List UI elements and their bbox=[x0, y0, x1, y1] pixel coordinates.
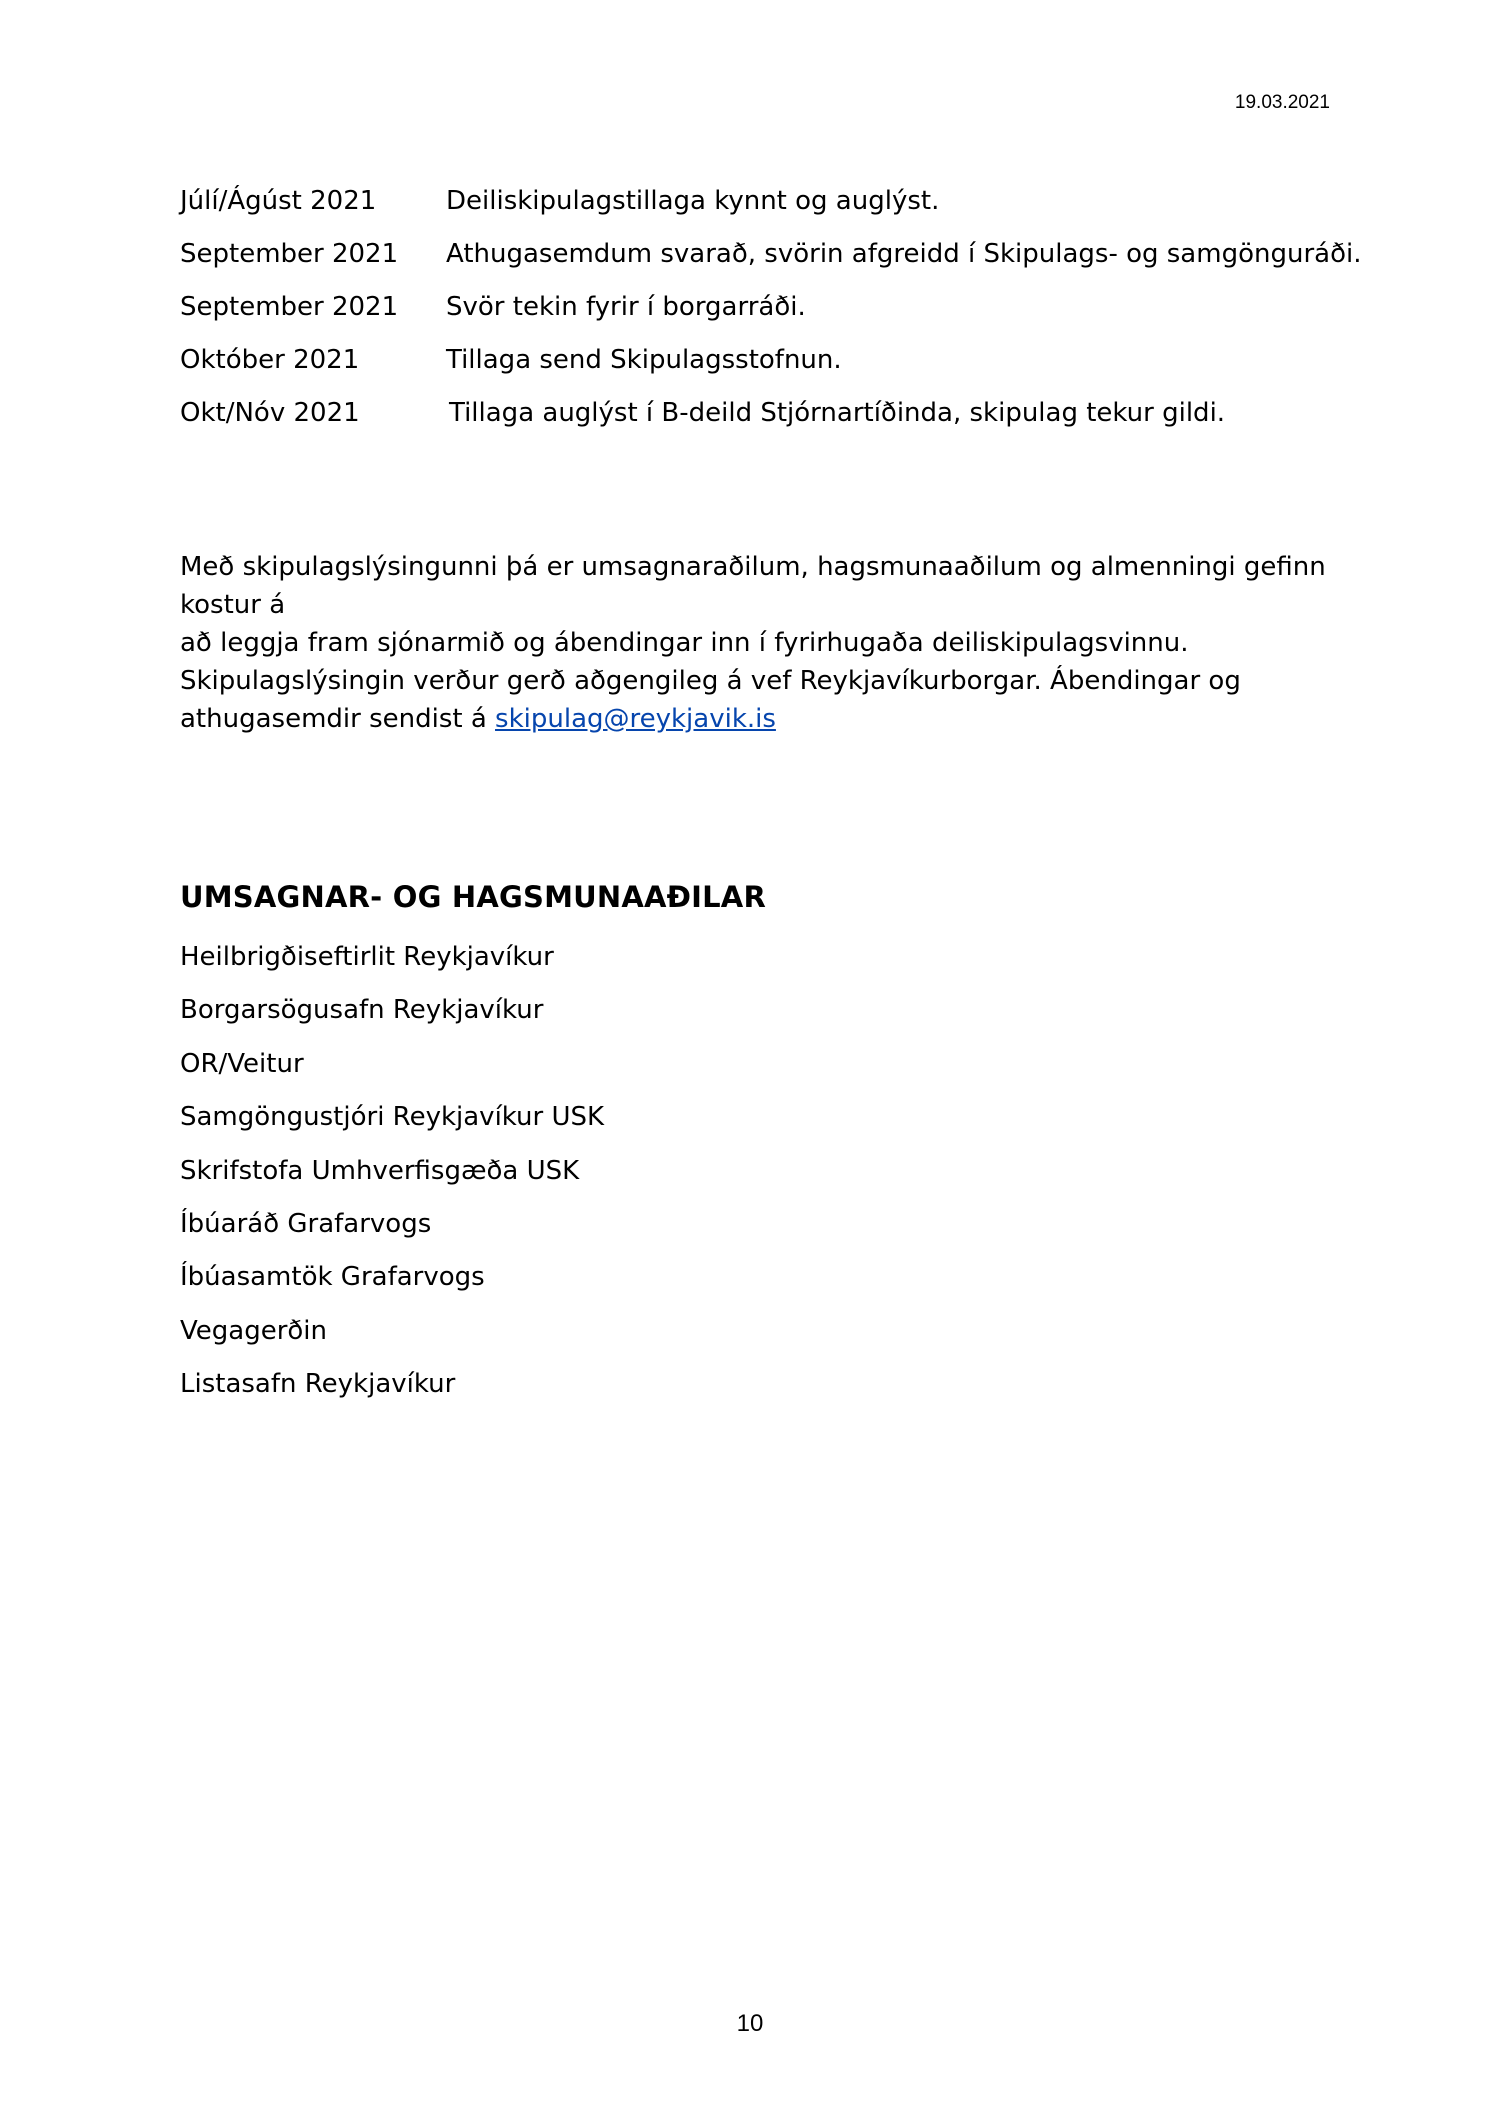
schedule-period: Okt/Nóv 2021 bbox=[180, 397, 360, 428]
schedule-step: Tillaga send Skipulagsstofnun. bbox=[446, 344, 842, 375]
stakeholder-list bbox=[180, 931, 604, 1412]
schedule-period: September 2021 bbox=[180, 238, 399, 269]
document-date: 19.03.2021 bbox=[1234, 92, 1330, 113]
list-item: OR/Veitur bbox=[180, 1048, 304, 1079]
list-item: Íbúasamtök Grafarvogs bbox=[180, 1262, 485, 1293]
list-item: Listasafn Reykjavíkur bbox=[180, 1369, 456, 1400]
list-item: Skrifstofa Umhverfisgæða USK bbox=[180, 1155, 580, 1186]
schedule-step: Athugasemdum svarað, svörin afgreidd í Skipulags- og samgönguráði. bbox=[446, 238, 1362, 269]
intro-line: að leggja fram sjónarmið og ábendingar inn í fyrirhugaða deiliskipulagsvinnu. bbox=[180, 628, 1189, 658]
intro-line bbox=[180, 700, 1340, 738]
email-link[interactable]: skipulag@reykjavik.is bbox=[495, 704, 776, 734]
intro-line: Skipulagslýsingin verður gerð aðgengileg á vef Reykjavíkurborgar. Ábendingar og bbox=[180, 666, 1241, 696]
schedule-table bbox=[180, 174, 1362, 439]
schedule-row bbox=[180, 333, 1340, 386]
schedule-row bbox=[180, 227, 1362, 280]
intro-paragraph bbox=[180, 548, 1340, 738]
page-number: 10 bbox=[736, 2010, 764, 2037]
schedule-period: September 2021 bbox=[180, 291, 399, 322]
schedule-step: Tillaga auglýst í B-deild Stjórnartíðinda, skipulag tekur gildi. bbox=[449, 397, 1226, 428]
schedule-row bbox=[180, 386, 1340, 439]
intro-line: Með skipulagslýsingunni þá er umsagnaraðilum, hagsmunaaðilum og almenningi gefinn kostur á bbox=[180, 552, 1326, 620]
list-item: Borgarsögusafn Reykjavíkur bbox=[180, 995, 544, 1026]
section-heading: UMSAGNAR- OG HAGSMUNAAÐILAR bbox=[180, 880, 766, 914]
schedule-period: Júlí/Ágúst 2021 bbox=[180, 185, 377, 216]
list-item: Vegagerðin bbox=[180, 1315, 327, 1346]
list-item: Samgöngustjóri Reykjavíkur USK bbox=[180, 1102, 605, 1133]
list-item: Heilbrigðiseftirlit Reykjavíkur bbox=[180, 942, 554, 972]
schedule-step: Svör tekin fyrir í borgarráði. bbox=[446, 291, 806, 322]
schedule-row bbox=[180, 280, 1340, 333]
list-item: Íbúaráð Grafarvogs bbox=[180, 1208, 432, 1239]
schedule-step: Deiliskipulagstillaga kynnt og auglýst. bbox=[446, 185, 940, 216]
intro-line-prefix: athugasemdir sendist á bbox=[180, 704, 496, 734]
schedule-row bbox=[180, 174, 1340, 227]
schedule-period: Október 2021 bbox=[180, 344, 360, 375]
